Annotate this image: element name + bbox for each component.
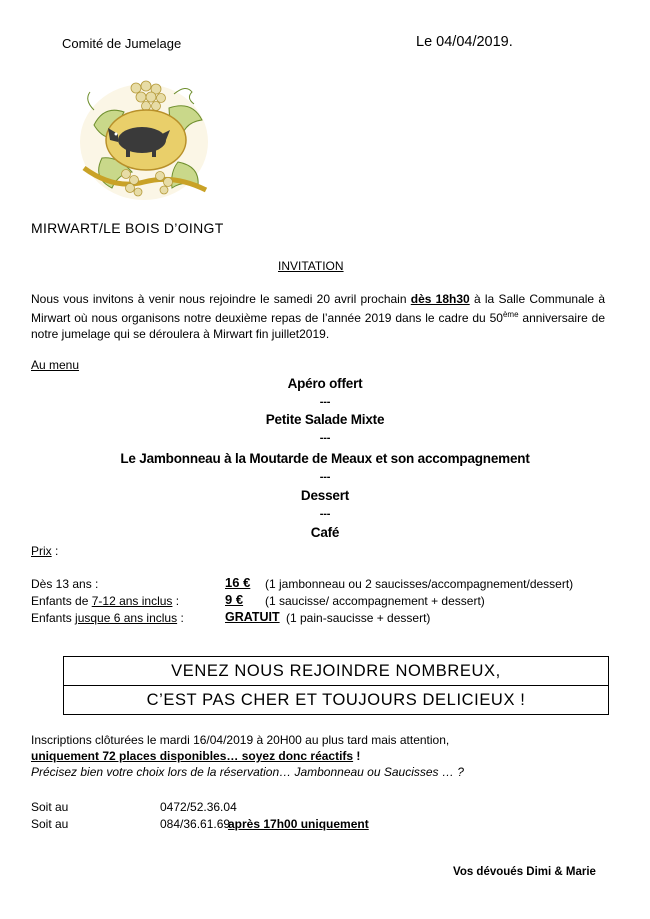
signature: Vos dévoués Dimi & Marie — [453, 866, 596, 878]
price-label-adult: Dès 13 ans : — [31, 577, 99, 591]
registration-choice-note: Précisez bien votre choix lors de la réservation… Jambonneau ou Saucisses … ? — [31, 765, 464, 779]
intro-paragraph — [31, 291, 605, 342]
price-detail-child: (1 saucisse/ accompagnement + dessert) — [265, 594, 485, 608]
price-value-child: 9 € — [225, 592, 244, 607]
price-detail-toddler: (1 pain-saucisse + dessert) — [286, 611, 431, 625]
price-value-toddler: GRATUIT — [225, 610, 280, 624]
banner-line-2: C’EST PAS CHER ET TOUJOURS DELICIEUX ! — [63, 685, 609, 715]
price-detail-adult: (1 jambonneau ou 2 saucisses/accompagnement/dessert) — [265, 577, 574, 591]
contact-label-1: Soit au — [31, 800, 69, 814]
banner-line-1: VENEZ NOUS REJOINDRE NOMBREUX, — [63, 656, 609, 686]
intro-time: dès 18h30 — [410, 292, 470, 306]
price-label-child-u: 7-12 ans inclus — [91, 594, 173, 608]
price-label-child-a: Enfants de — [31, 594, 92, 608]
boar-grapes-logo — [74, 70, 216, 210]
price-heading — [31, 544, 58, 559]
registration-availability — [31, 749, 360, 764]
registration-deadline: Inscriptions clôturées le mardi 16/04/2019 à 20H00 au plus tard mais attention, — [31, 733, 450, 747]
price-label-toddler — [31, 611, 184, 626]
intro-text-3: anniversaire de notre jumelage qui se déroulera à Mirwart fin juillet2019. — [31, 311, 605, 341]
contact-label-2: Soit au — [31, 817, 69, 831]
price-heading-label: Prix — [31, 544, 52, 558]
menu-item-salade: Petite Salade Mixte — [265, 412, 385, 427]
menu-separator: --- — [319, 471, 331, 483]
intro-text-1: Nous vous invitons à venir nous rejoindre le samedi 20 avril prochain — [31, 292, 411, 306]
menu-item-cafe: Café — [310, 525, 340, 540]
price-value-adult: 16 € — [225, 575, 251, 590]
price-heading-suffix: : — [51, 544, 59, 558]
invitation-heading: INVITATION — [278, 259, 344, 273]
organization-name: Comité de Jumelage — [62, 36, 182, 51]
menu-heading: Au menu — [31, 358, 80, 372]
document-date: Le 04/04/2019. — [416, 34, 513, 50]
contact-phone-2: 084/36.61.69 — [160, 817, 231, 831]
price-label-child — [31, 594, 179, 609]
registration-places: uniquement 72 places disponibles… soyez donc réactifs — [31, 749, 354, 763]
intro-superscript: ème — [502, 310, 519, 319]
price-label-toddler-a: Enfants — [31, 611, 76, 625]
menu-separator: --- — [319, 432, 331, 444]
price-label-toddler-u: jusque 6 ans inclus — [75, 611, 178, 625]
menu-item-dessert: Dessert — [300, 488, 350, 503]
menu-item-jambonneau: Le Jambonneau à la Moutarde de Meaux et son accompagnement — [120, 451, 530, 466]
price-label-toddler-b: : — [177, 611, 184, 625]
logo-svg — [74, 70, 216, 210]
contact-note-2: après 17h00 uniquement — [228, 817, 369, 831]
menu-separator: --- — [319, 508, 331, 520]
menu-item-apero: Apéro offert — [287, 376, 363, 391]
menu-separator: --- — [319, 396, 331, 408]
place-title: MIRWART/LE BOIS D’OINGT — [31, 220, 224, 236]
contact-phone-1: 0472/52.36.04 — [160, 800, 237, 814]
registration-exclamation: ! — [353, 749, 361, 763]
intro-text-2: à la Salle Communale à Mirwart où nous organisons notre deuxième repas de l’année 2019 dans le cadre du 50 — [31, 292, 605, 325]
price-label-child-b: : — [172, 594, 180, 608]
